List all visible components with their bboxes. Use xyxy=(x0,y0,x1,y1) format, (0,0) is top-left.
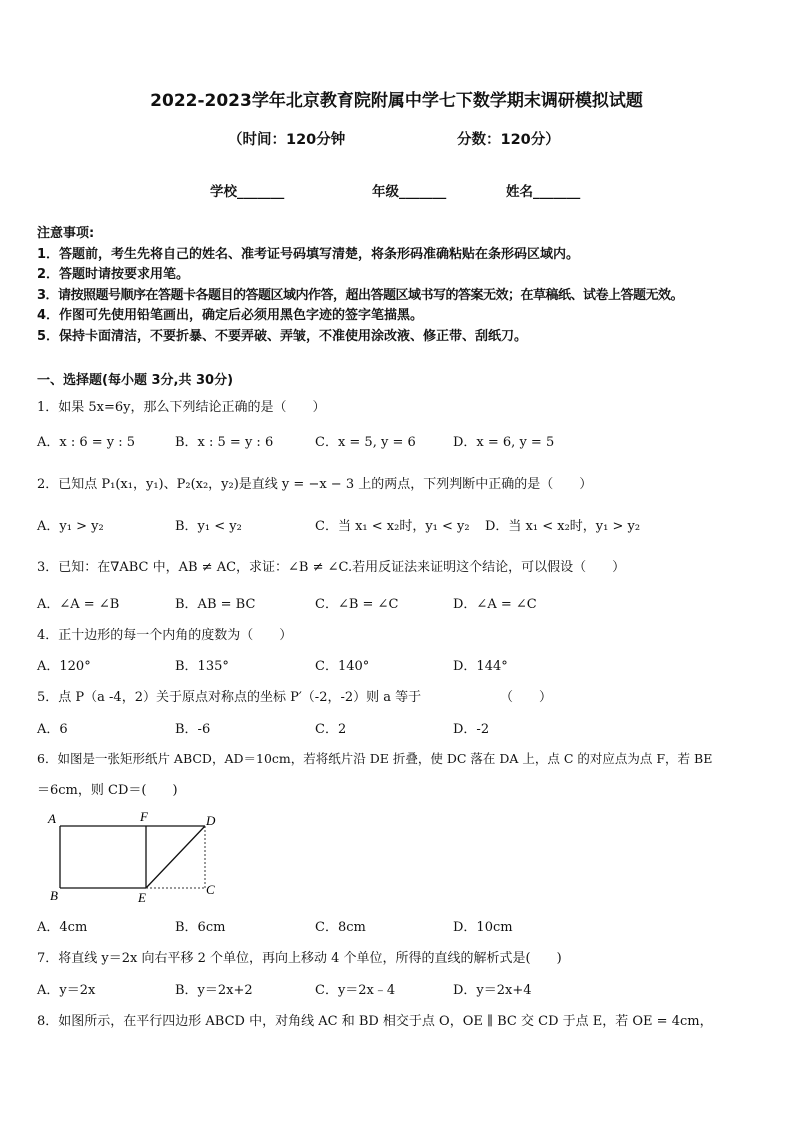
question-6-stem: 6．如图是一张矩形纸片 ABCD，AD＝10cm，若将纸片沿 DE 折叠，使 DC 落在 DA 上，点 C 的对应点为点 F，若 BE xyxy=(37,751,713,766)
q3-option-c: C．∠B = ∠C xyxy=(315,597,399,612)
note-item: 2．答题时请按要求用笔。 xyxy=(37,267,190,282)
notes-block xyxy=(37,224,683,347)
q7-option-c: C．y＝2x﹣4 xyxy=(315,983,396,998)
section-heading: 一、选择题(每小题 3分,共 30分) xyxy=(37,373,234,388)
fold-line-de xyxy=(146,826,205,888)
q4-option-d: D．144° xyxy=(453,659,508,674)
q7-option-a: A．y＝2x xyxy=(37,983,96,998)
question-5-answer-bracket: （ ） xyxy=(500,690,553,705)
question-4-stem: 4．正十边形的每一个内角的度数为（ ） xyxy=(37,628,293,643)
q3-option-d: D．∠A = ∠C xyxy=(453,597,537,612)
time-label: （时间：120分钟 xyxy=(228,132,346,148)
school-field: 学校_______ xyxy=(210,184,285,200)
q5-option-d: D．-2 xyxy=(453,722,490,737)
label-b: B xyxy=(50,888,58,903)
question-8-stem: 8．如图所示，在平行四边形 ABCD 中，对角线 AC 和 BD 相交于点 O，OE ∥ BC 交 CD 于点 E，若 OE = 4cm， xyxy=(37,1014,713,1029)
q3-option-a: A．∠A = ∠B xyxy=(37,597,120,612)
question-1-stem: 1．如果 5x=6y，那么下列结论正确的是（ ） xyxy=(37,400,326,415)
grade-field: 年级_______ xyxy=(372,184,447,200)
q5-option-a: A．6 xyxy=(37,722,68,737)
q1-option-a: A．x : 6 = y : 5 xyxy=(37,435,136,450)
note-item: 1．答题前，考生先将自己的姓名、准考证号码填写清楚，将条形码准确粘贴在条形码区域内。 xyxy=(37,246,580,262)
q1-option-c: C．x = 5, y = 6 xyxy=(315,435,416,450)
question-2-stem: 2．已知点 P₁(x₁，y₁)、P₂(x₂，y₂)是直线 y = −x − 3 上的两点，下列判断中正确的是（ ） xyxy=(37,477,593,492)
question-7-stem: 7．将直线 y＝2x 向右平移 2 个单位，再向上移动 4 个单位，所得的直线的解析式是( ) xyxy=(37,951,562,966)
rectangle-fold-figure xyxy=(40,808,220,908)
q1-option-b: B．x : 5 = y : 6 xyxy=(175,435,274,450)
page-title: 2022-2023学年北京教育院附属中学七下数学期末调研模拟试题 xyxy=(150,91,643,111)
q1-option-d: D．x = 6, y = 5 xyxy=(453,435,555,450)
q4-option-b: B．135° xyxy=(175,659,229,674)
q3-option-b: B．AB = BC xyxy=(175,597,256,612)
note-item: 4．作图可先使用铅笔画出，确定后必须用黑色字迹的签字笔描黑。 xyxy=(37,308,424,323)
q7-option-b: B．y＝2x+2 xyxy=(175,983,253,998)
q2-option-d: D．当 x₁ < x₂时，y₁ > y₂ xyxy=(485,519,641,534)
q2-option-c: C．当 x₁ < x₂时，y₁ < y₂ xyxy=(315,519,470,534)
note-item: 3．请按照题号顺序在答题卡各题目的答题区域内作答，超出答题区域书写的答案无效；在草稿纸、试卷上答题无效。 xyxy=(37,287,684,303)
score-label: 分数：120分） xyxy=(457,132,560,148)
q6-option-c: C．8cm xyxy=(315,920,366,935)
q7-option-d: D．y＝2x+4 xyxy=(453,983,532,998)
label-e: E xyxy=(138,890,146,905)
q2-option-b: B．y₁ < y₂ xyxy=(175,519,242,534)
q2-option-a: A．y₁ > y₂ xyxy=(37,519,104,534)
q5-option-b: B．-6 xyxy=(175,722,211,737)
label-c: C xyxy=(206,882,215,897)
label-d: D xyxy=(206,813,216,828)
q4-option-c: C．140° xyxy=(315,659,370,674)
notes-heading: 注意事项: xyxy=(37,226,95,241)
question-3-stem: 3．已知：在∇ABC 中，AB ≠ AC，求证：∠B ≠ ∠C.若用反证法来证明这个结论，可以假设（ ） xyxy=(37,560,626,575)
question-6-stem-cont: ＝6cm，则 CD＝( ) xyxy=(37,783,178,798)
name-field: 姓名_______ xyxy=(506,184,581,200)
q6-option-b: B．6cm xyxy=(175,920,226,935)
q6-option-d: D．10cm xyxy=(453,920,513,935)
note-item: 5．保持卡面清洁，不要折暴、不要弄破、弄皱，不准使用涂改液、修正带、刮纸刀。 xyxy=(37,328,528,344)
q5-option-c: C．2 xyxy=(315,722,347,737)
q6-option-a: A．4cm xyxy=(37,920,88,935)
label-a: A xyxy=(48,811,56,826)
q4-option-a: A．120° xyxy=(37,659,91,674)
label-f: F xyxy=(140,809,148,824)
question-5-stem: 5．点 P（a -4，2）关于原点对称点的坐标 P′（-2，-2）则 a 等于 xyxy=(37,690,422,705)
